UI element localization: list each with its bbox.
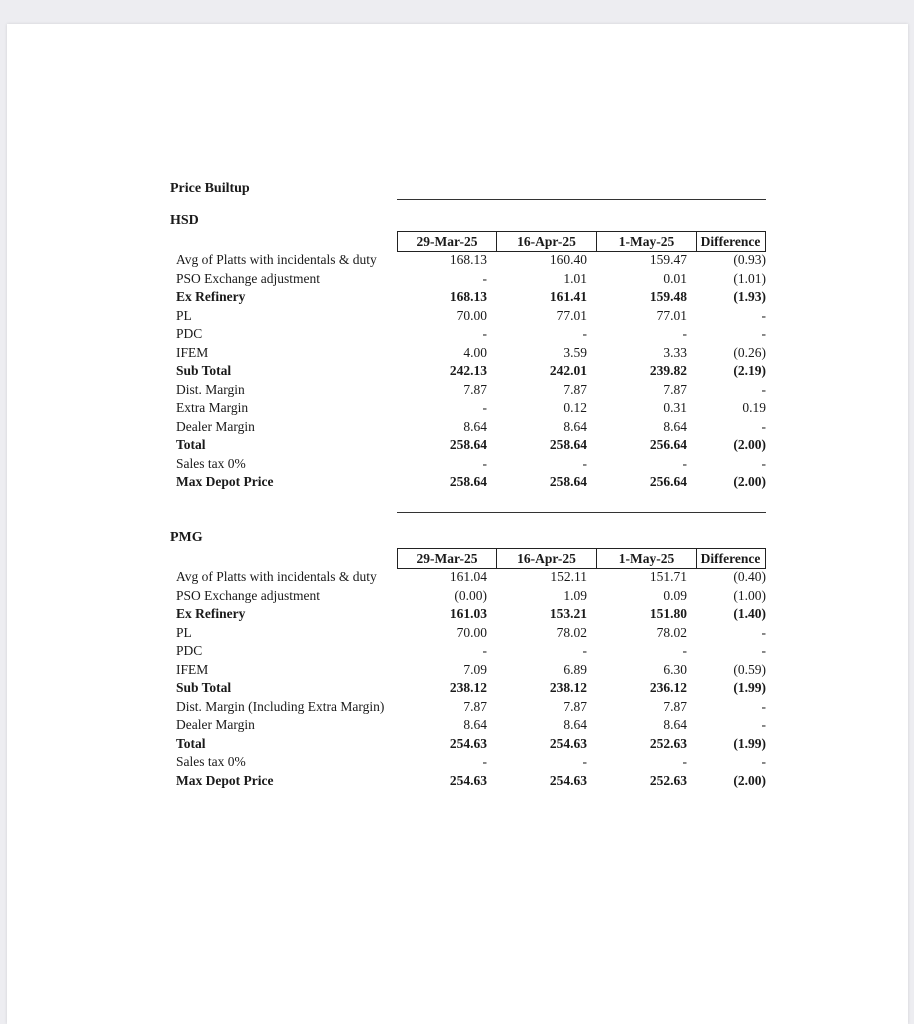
value-cell: - — [582, 326, 587, 342]
row-label: Ex Refinery — [176, 289, 246, 305]
value-cell: 1.01 — [563, 270, 587, 286]
value-cell: - — [582, 754, 587, 770]
value-cell: 7.87 — [563, 381, 587, 397]
value-cell: 0.31 — [663, 400, 687, 416]
pmg-column-header — [397, 548, 766, 569]
value-cell: 8.64 — [663, 418, 687, 434]
value-cell: 159.48 — [649, 289, 687, 305]
table-row — [176, 325, 766, 344]
value-cell: 258.64 — [449, 437, 487, 453]
difference-cell: - — [761, 624, 766, 640]
value-cell: - — [682, 455, 687, 471]
difference-cell: (1.40) — [733, 606, 766, 622]
row-label: PSO Exchange adjustment — [176, 270, 320, 286]
table-row — [176, 624, 766, 643]
value-cell: 238.12 — [549, 680, 587, 696]
difference-cell: - — [761, 381, 766, 397]
value-cell: 78.02 — [556, 624, 587, 640]
value-cell: 254.63 — [449, 735, 487, 751]
value-cell: 254.63 — [449, 772, 487, 788]
value-cell: 256.64 — [649, 474, 687, 490]
difference-cell: 0.19 — [742, 400, 766, 416]
value-cell: 238.12 — [449, 680, 487, 696]
table-row — [176, 679, 766, 698]
section-label-pmg: PMG — [170, 530, 203, 545]
value-cell: - — [582, 643, 587, 659]
value-cell: 254.63 — [549, 772, 587, 788]
col-header-date-2: 16-Apr-25 — [497, 549, 597, 568]
row-label: Extra Margin — [176, 400, 249, 416]
row-label: Sub Total — [176, 363, 232, 379]
row-label: PDC — [176, 326, 203, 342]
value-cell: 8.64 — [463, 717, 487, 733]
table-row — [176, 399, 766, 418]
value-cell: 0.12 — [563, 400, 587, 416]
difference-cell: (0.93) — [733, 252, 766, 268]
hsd-table-body — [176, 251, 766, 492]
table-row — [176, 381, 766, 400]
col-header-date-1: 29-Mar-25 — [398, 549, 497, 568]
value-cell: 151.80 — [649, 606, 687, 622]
value-cell: 160.40 — [549, 252, 587, 268]
table-row — [176, 661, 766, 680]
hsd-column-header — [397, 231, 766, 252]
table-row — [176, 473, 766, 492]
difference-cell: (1.00) — [733, 587, 766, 603]
value-cell: 0.01 — [663, 270, 687, 286]
value-cell: 159.47 — [649, 252, 687, 268]
page-title: Price Builtup — [170, 181, 250, 196]
table-row — [176, 288, 766, 307]
difference-cell: (0.59) — [733, 661, 766, 677]
difference-cell: (2.19) — [733, 363, 766, 379]
value-cell: 258.64 — [449, 474, 487, 490]
difference-cell: - — [761, 455, 766, 471]
row-label: Max Depot Price — [176, 772, 274, 788]
difference-cell: (2.00) — [733, 474, 766, 490]
row-label: IFEM — [176, 661, 209, 677]
value-cell: 8.64 — [663, 717, 687, 733]
table-row — [176, 772, 766, 791]
difference-cell: - — [761, 307, 766, 323]
value-cell: 161.41 — [549, 289, 587, 305]
value-cell: 77.01 — [656, 307, 687, 323]
value-cell: 239.82 — [649, 363, 687, 379]
value-cell: 252.63 — [649, 735, 687, 751]
value-cell: 168.13 — [449, 289, 487, 305]
table-row — [176, 642, 766, 661]
row-label: PDC — [176, 643, 203, 659]
value-cell: 7.87 — [463, 381, 487, 397]
value-cell: - — [482, 326, 487, 342]
value-cell: - — [482, 400, 487, 416]
value-cell: 242.01 — [549, 363, 587, 379]
divider-middle — [397, 512, 766, 513]
row-label: PSO Exchange adjustment — [176, 587, 320, 603]
value-cell: 242.13 — [449, 363, 487, 379]
row-label: Dealer Margin — [176, 418, 255, 434]
difference-cell: - — [761, 643, 766, 659]
value-cell: 70.00 — [456, 307, 487, 323]
document-page — [7, 24, 908, 1024]
value-cell: 256.64 — [649, 437, 687, 453]
value-cell: 161.03 — [449, 606, 487, 622]
value-cell: 7.87 — [663, 698, 687, 714]
pmg-table-body — [176, 568, 766, 790]
row-label: Dist. Margin — [176, 381, 245, 397]
value-cell: - — [582, 455, 587, 471]
value-cell: 1.09 — [563, 587, 587, 603]
value-cell: 236.12 — [649, 680, 687, 696]
value-cell: 252.63 — [649, 772, 687, 788]
difference-cell: (2.00) — [733, 437, 766, 453]
col-header-difference: Difference — [700, 550, 761, 566]
table-row — [176, 735, 766, 754]
value-cell: - — [682, 754, 687, 770]
row-label: PL — [176, 624, 192, 640]
value-cell: 4.00 — [463, 344, 487, 360]
value-cell: 3.33 — [663, 344, 687, 360]
row-label: Avg of Platts with incidentals & duty — [176, 252, 377, 268]
table-row — [176, 270, 766, 289]
difference-cell: - — [761, 418, 766, 434]
difference-cell: (0.40) — [733, 569, 766, 585]
value-cell: 7.09 — [463, 661, 487, 677]
value-cell: 78.02 — [656, 624, 687, 640]
value-cell: 153.21 — [549, 606, 587, 622]
table-row — [176, 455, 766, 474]
value-cell: 3.59 — [563, 344, 587, 360]
row-label: PL — [176, 307, 192, 323]
difference-cell: (1.93) — [733, 289, 766, 305]
value-cell: 77.01 — [556, 307, 587, 323]
value-cell: 7.87 — [663, 381, 687, 397]
row-label: Sales tax 0% — [176, 754, 246, 770]
value-cell: 70.00 — [456, 624, 487, 640]
row-label: Dealer Margin — [176, 717, 255, 733]
table-row — [176, 362, 766, 381]
table-row — [176, 716, 766, 735]
row-label: IFEM — [176, 344, 209, 360]
row-label: Ex Refinery — [176, 606, 246, 622]
difference-cell: (1.99) — [733, 735, 766, 751]
table-row — [176, 605, 766, 624]
value-cell: 6.30 — [663, 661, 687, 677]
value-cell: 152.11 — [550, 569, 587, 585]
col-header-date-3: 1-May-25 — [597, 232, 697, 251]
table-row — [176, 587, 766, 606]
difference-cell: - — [761, 717, 766, 733]
value-cell: - — [482, 643, 487, 659]
value-cell: - — [482, 754, 487, 770]
difference-cell: (1.99) — [733, 680, 766, 696]
value-cell: 8.64 — [463, 418, 487, 434]
row-label: Total — [176, 437, 206, 453]
table-row — [176, 753, 766, 772]
value-cell: (0.00) — [454, 587, 487, 603]
col-header-difference: Difference — [700, 233, 761, 249]
value-cell: 258.64 — [549, 437, 587, 453]
value-cell: 168.13 — [449, 252, 487, 268]
divider-top — [397, 199, 766, 200]
value-cell: 8.64 — [563, 418, 587, 434]
table-row — [176, 251, 766, 270]
difference-cell: - — [761, 698, 766, 714]
row-label: Sales tax 0% — [176, 455, 246, 471]
difference-cell: (1.01) — [733, 270, 766, 286]
col-header-date-1: 29-Mar-25 — [398, 232, 497, 251]
value-cell: 8.64 — [563, 717, 587, 733]
table-row — [176, 418, 766, 437]
table-row — [176, 344, 766, 363]
difference-cell: (2.00) — [733, 772, 766, 788]
value-cell: 254.63 — [549, 735, 587, 751]
col-header-date-3: 1-May-25 — [597, 549, 697, 568]
value-cell: - — [482, 270, 487, 286]
value-cell: 161.04 — [449, 569, 487, 585]
section-label-hsd: HSD — [170, 213, 199, 228]
value-cell: 0.09 — [663, 587, 687, 603]
value-cell: 258.64 — [549, 474, 587, 490]
value-cell: - — [682, 643, 687, 659]
value-cell: 6.89 — [563, 661, 587, 677]
row-label: Avg of Platts with incidentals & duty — [176, 569, 377, 585]
value-cell: - — [682, 326, 687, 342]
difference-cell: (0.26) — [733, 344, 766, 360]
row-label: Sub Total — [176, 680, 232, 696]
table-row — [176, 436, 766, 455]
table-row — [176, 568, 766, 587]
value-cell: 151.71 — [649, 569, 687, 585]
table-row — [176, 307, 766, 326]
value-cell: - — [482, 455, 487, 471]
table-row — [176, 698, 766, 717]
difference-cell: - — [761, 754, 766, 770]
value-cell: 7.87 — [463, 698, 487, 714]
row-label: Total — [176, 735, 206, 751]
col-header-date-2: 16-Apr-25 — [497, 232, 597, 251]
value-cell: 7.87 — [563, 698, 587, 714]
row-label: Dist. Margin (Including Extra Margin) — [176, 698, 385, 714]
row-label: Max Depot Price — [176, 474, 274, 490]
difference-cell: - — [761, 326, 766, 342]
